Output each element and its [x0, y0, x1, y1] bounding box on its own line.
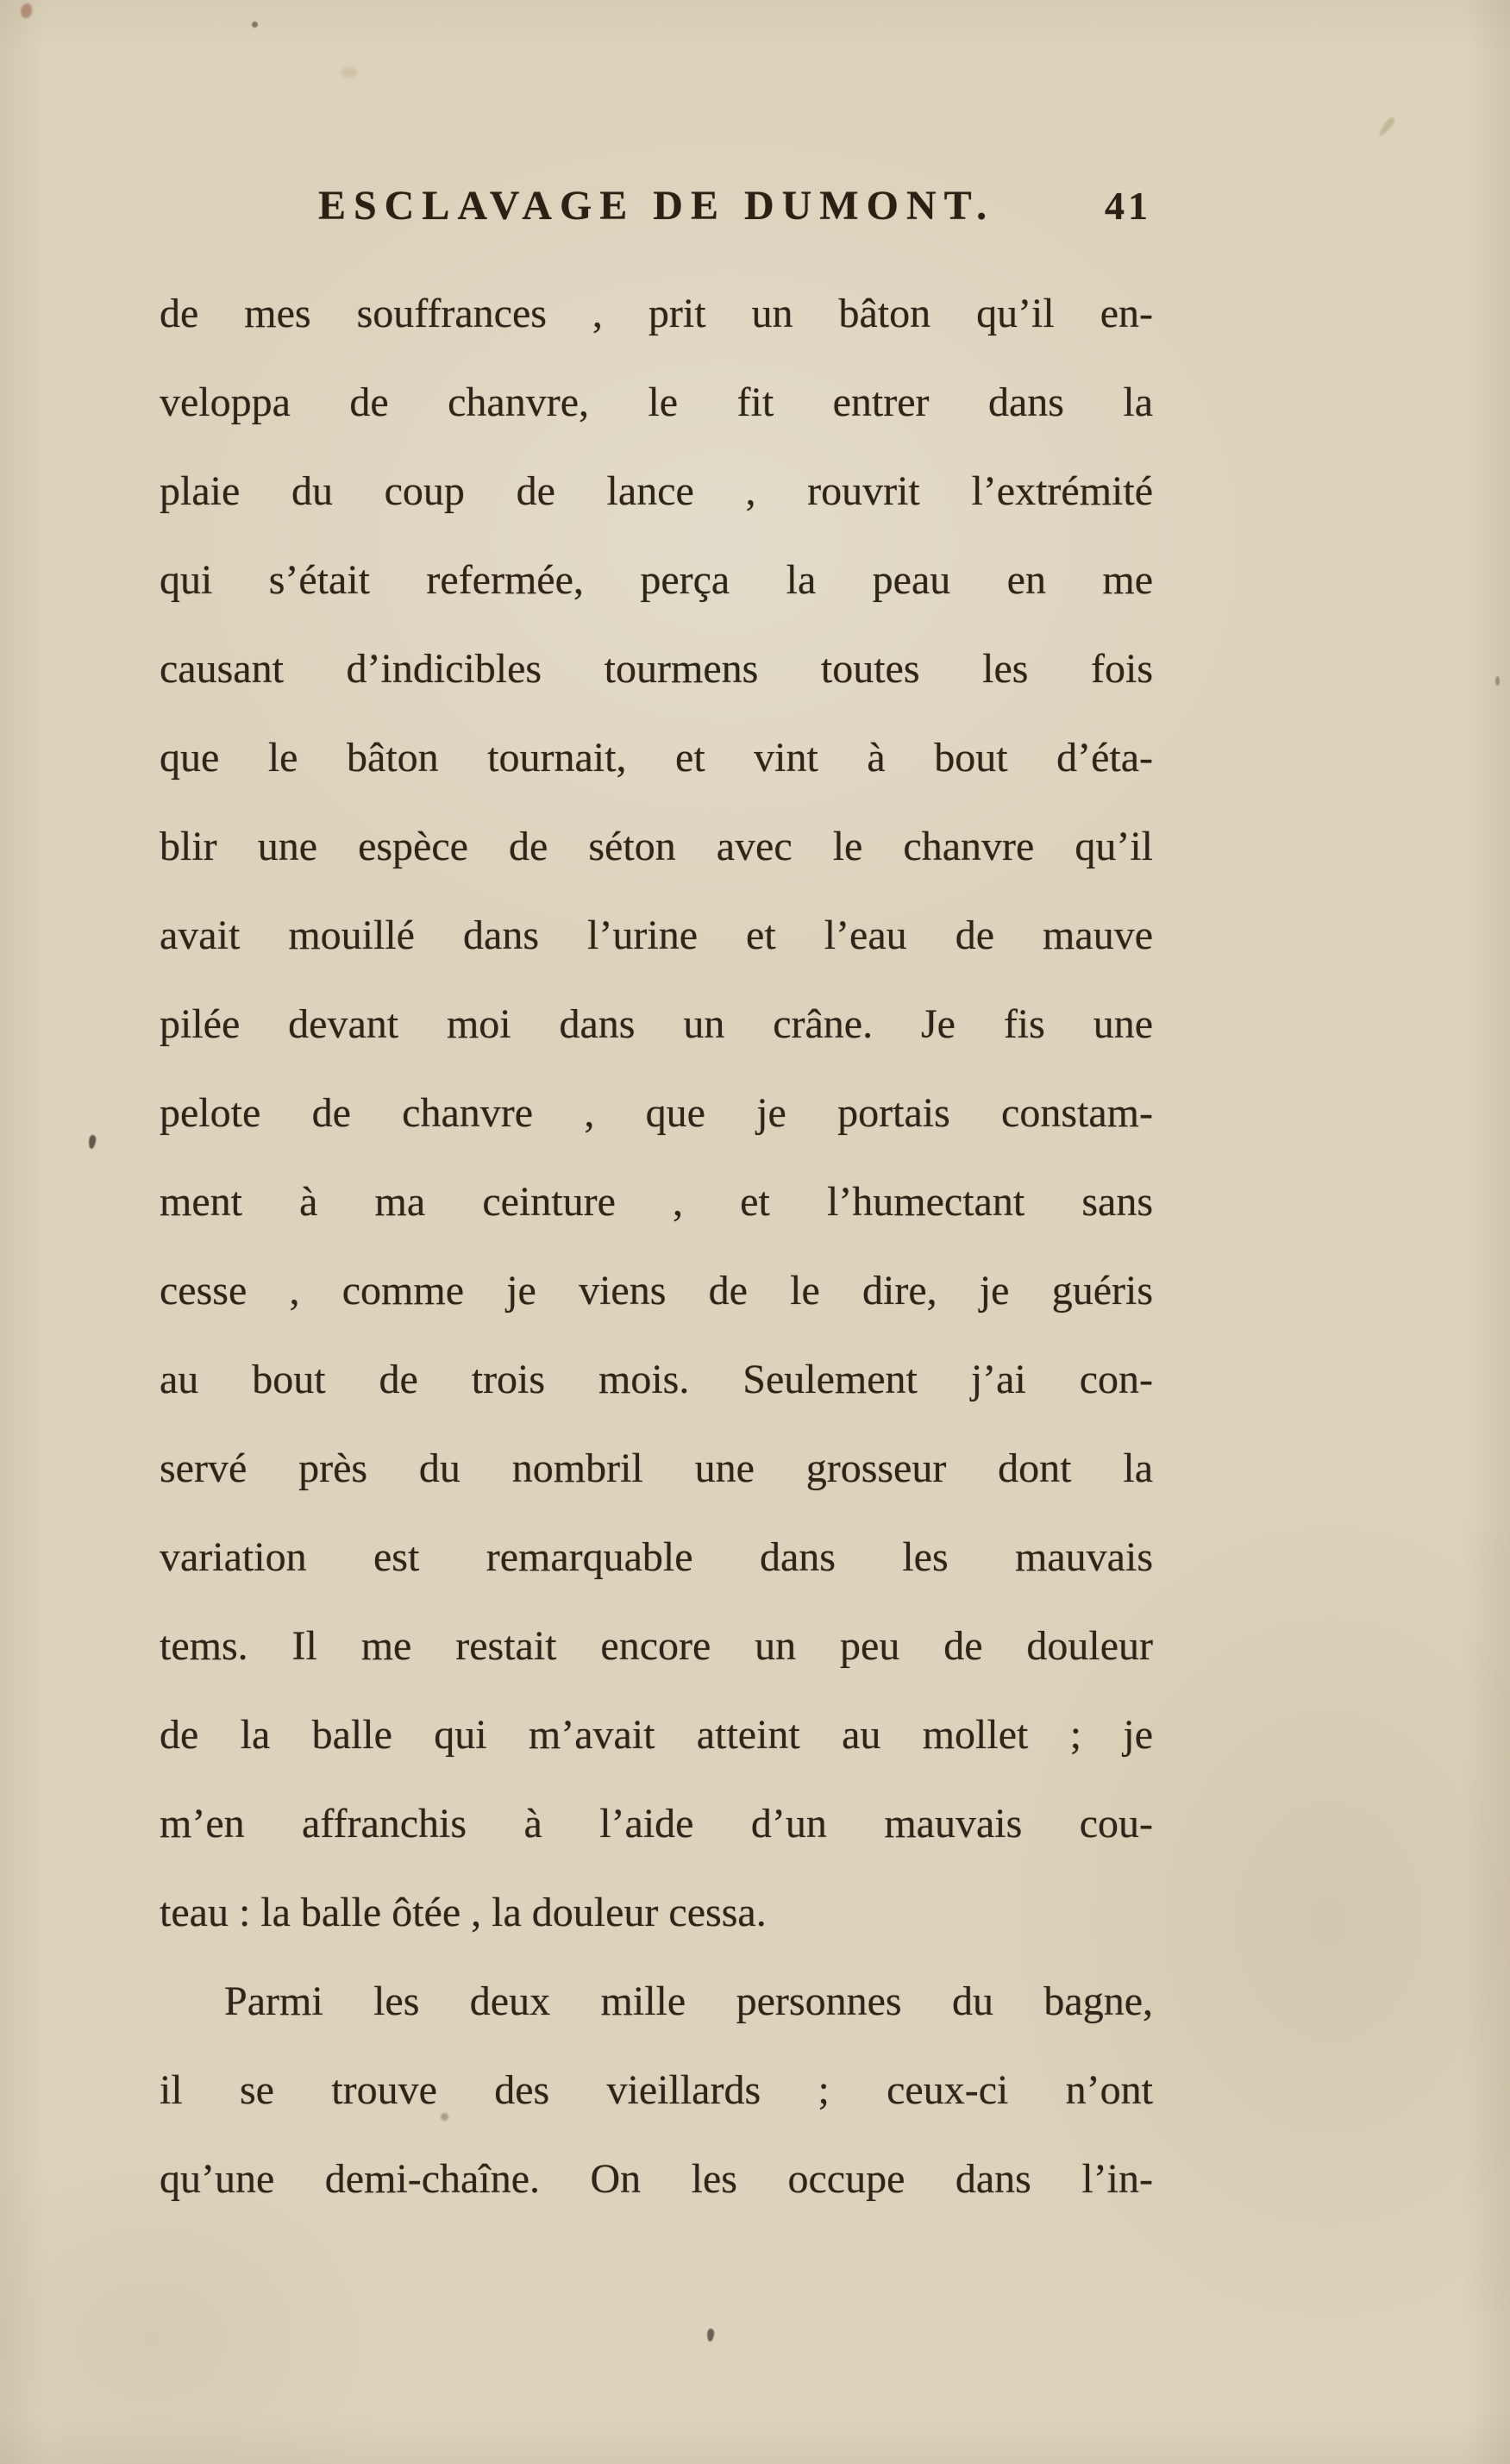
text-line: blir une espèce de séton avec le chanvre qu’il [160, 824, 1153, 869]
text-line: pilée devant moi dans un crâne. Je fis une [160, 1001, 1153, 1047]
text-line: pelote de chanvre , que je portais constam- [160, 1090, 1153, 1136]
running-header [160, 179, 1153, 233]
text-line: de mes souffrances , prit un bâton qu’il en- [160, 291, 1153, 336]
paper-scratch [1377, 116, 1396, 137]
page-number: 41 [1105, 184, 1151, 228]
text-line: de la balle qui m’avait atteint au mollet ; je [160, 1712, 1153, 1758]
text-line: plaie du coup de lance , rouvrit l’extrémité [160, 468, 1153, 514]
ink-fleck [706, 2329, 715, 2342]
text-line: qui s’était refermée, perça la peau en me [160, 557, 1153, 603]
text-line: ment à ma ceinture , et l’humectant sans [160, 1179, 1153, 1225]
text-line: cesse , comme je viens de le dire, je guéris [160, 1268, 1153, 1314]
text-line: il se trouve des vieillards ; ceux-ci n’ont [160, 2067, 1153, 2113]
text-line: tems. Il me restait encore un peu de douleur [160, 1623, 1153, 1669]
text-line: Parmi les deux mille personnes du bagne, [224, 1978, 1153, 2024]
text-line: causant d’indicibles tourmens toutes les fois [160, 646, 1153, 692]
ink-fleck [88, 1135, 97, 1150]
paper-speck [21, 3, 32, 18]
paper-speck [1495, 676, 1500, 686]
text-line: servé près du nombril une grosseur dont la [160, 1445, 1153, 1491]
text-line: avait mouillé dans l’urine et l’eau de mauve [160, 912, 1153, 958]
text-line: veloppa de chanvre, le fit entrer dans la [160, 379, 1153, 425]
paper-speck [252, 22, 258, 28]
paper-stain [341, 67, 357, 78]
text-line: au bout de trois mois. Seulement j’ai con- [160, 1357, 1153, 1402]
text-line: qu’une demi-chaîne. On les occupe dans l’in- [160, 2156, 1153, 2202]
text-line: que le bâton tournait, et vint à bout d’éta- [160, 735, 1153, 781]
text-line: teau : la balle ôtée , la douleur cessa. [160, 1890, 767, 1935]
body-text [160, 269, 1153, 2223]
text-line: variation est remarquable dans les mauvais [160, 1534, 1153, 1580]
text-line: m’en affranchis à l’aide d’un mauvais cou- [160, 1801, 1153, 1846]
page-header-title: ESCLAVAGE DE DUMONT. [317, 183, 995, 229]
